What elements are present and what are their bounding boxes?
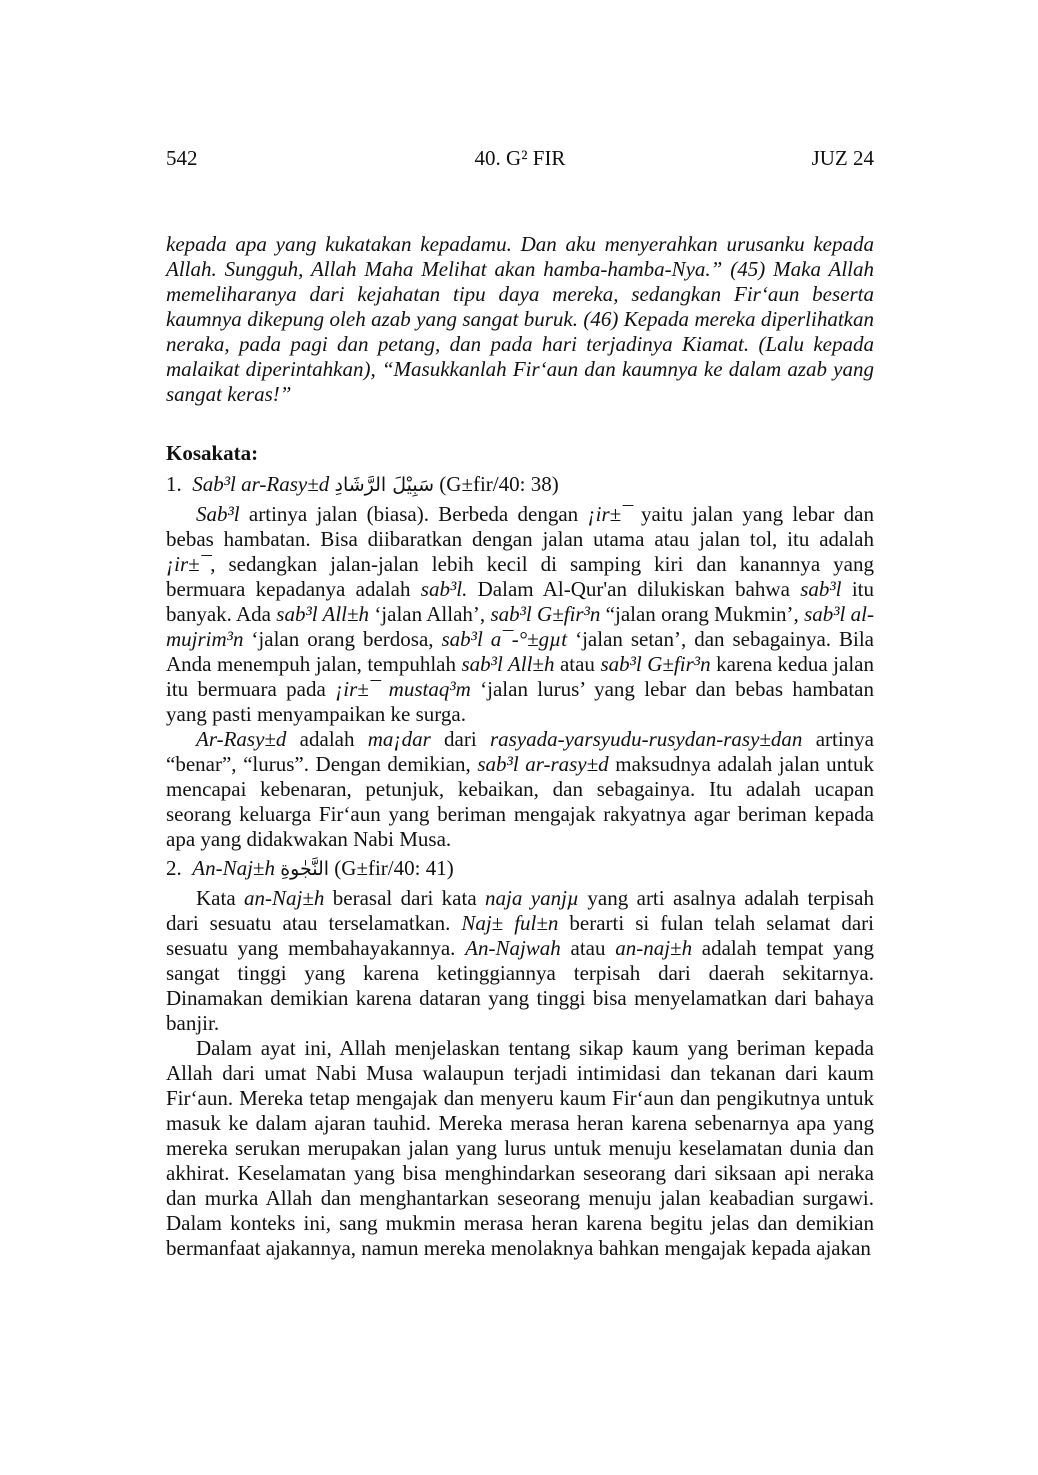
text-span: itu banyak. Ada — [166, 577, 874, 626]
text-span: yaitu jalan yang lebar dan bebas hambatan. Bisa diibaratkan dengan jalan utama atau jalan tol, itu adalah — [166, 502, 874, 551]
text-span: artinya jalan (biasa). Berbeda dengan — [239, 502, 588, 526]
text-span: ‘jalan setan’, dan sebagainya. Bila Anda menempuh jalan, tempuhlah — [166, 627, 874, 676]
text-span: sab³l al-mujrim³n — [166, 602, 874, 651]
text-span: ¡ir±¯ mustaq³m — [335, 677, 471, 701]
entry-2-paragraph-1 — [166, 886, 874, 1036]
verse-translation: kepada apa yang kukatakan kepadamu. Dan aku menyerahkan urusanku kepada Allah. Sungguh, Allah Maha Melihat akan hamba-hamba-Nya.” (45) Maka Allah memeliharanya dari kejahatan tipu daya mereka, sedangkan Fir‘aun beserta kaumnya dikepung oleh azab yang sangat buruk. (46) Kepada mereka diperlihatkan neraka, pada pagi dan petang, dan pada hari terjadinya Kiamat. (Lalu kepada malaikat diperintahkan), “Masukkanlah Fir‘aun dan kaumnya ke dalam azab yang sangat keras!” — [166, 232, 874, 406]
entry-1-paragraph-1 — [166, 502, 874, 727]
text-span: sab³l — [800, 577, 842, 601]
text-span: “jalan orang Mukmin’, — [600, 602, 805, 626]
text-span: artinya “benar”, “lurus”. Dengan demikian, — [166, 727, 875, 776]
entry-term: An-Naj±h — [192, 856, 275, 880]
text-span: Ar-Rasy±d — [196, 727, 287, 751]
section-heading: Kosakata: — [166, 441, 259, 465]
entry-number: 1. — [166, 472, 182, 496]
text-span: ma¡dar — [367, 727, 431, 751]
text-span: rasyada-yarsyudu-rusydan-rasy±dan — [489, 727, 803, 751]
text-span: ‘jalan Allah’, — [369, 602, 491, 626]
running-header — [166, 146, 874, 174]
text-span: ¡ir±¯ — [587, 502, 632, 526]
chapter-title: 40. G² FIR — [474, 146, 566, 170]
text-span: sab³l. — [420, 577, 468, 601]
text-span: Naj± ful±n — [461, 911, 559, 935]
text-span: sab³l G±fir³n — [490, 602, 601, 626]
text-span: sab³l G±fir³n — [600, 652, 711, 676]
text-span: An-Najwah — [465, 936, 561, 960]
text-span: ‘jalan lurus’ yang lebar dan bebas hambatan yang pasti menyampaikan ke surga. — [166, 677, 875, 726]
text-span: ‘jalan orang berdosa, — [243, 627, 442, 651]
text-span: yang arti asalnya adalah terpisah dari sesuatu atau terselamatkan. — [166, 886, 875, 935]
text-span: sab³l All±h — [461, 652, 555, 676]
text-span: Sab³l — [196, 502, 240, 526]
text-span: maksudnya adalah jalan untuk mencapai kebenaran, petunjuk, kebaikan, dan sebagainya. Itu adalah ucapan seorang keluarga Fir‘aun yang beriman mengajak rakyatnya agar beriman kepada apa yang didakwakan Nabi Musa. — [166, 752, 874, 851]
page-number: 542 — [166, 146, 198, 170]
text-span: dari — [430, 727, 490, 751]
entry-arabic: سَبِيْلَ الرَّشَادِ — [334, 474, 435, 496]
text-span: adalah tempat yang sangat tinggi yang karena ketinggiannya terpisah dari daerah sekitarnya. Dinamakan demikian karena dataran yang tinggi bisa menyelamatkan dari bahaya banjir. — [166, 936, 874, 1035]
text-span: sab³l ar-rasy±d — [477, 752, 609, 776]
text-span: sab³l All±h — [276, 602, 370, 626]
entry-1-paragraph-2 — [166, 727, 874, 852]
vocab-entry-2-heading — [166, 856, 874, 882]
text-span: , sedangkan jalan-jalan lebih kecil di samping kiri dan kanannya yang bermuara kepadanya adalah — [166, 552, 874, 601]
entry-reference: (G±fir/40: 41) — [334, 856, 454, 880]
main-text — [166, 232, 874, 1261]
text-span: Kata — [196, 886, 245, 910]
entry-number: 2. — [166, 856, 182, 880]
text-span: an-Naj±h — [244, 886, 325, 910]
entry-reference: (G±fir/40: 38) — [439, 472, 559, 496]
text-span: atau — [560, 936, 616, 960]
text-span: an-naj±h — [615, 936, 693, 960]
text-span: Dalam Al-Qur'an dilukiskan bahwa — [467, 577, 801, 601]
text-span: ¡ir±¯ — [166, 552, 211, 576]
text-span: berarti si fulan telah selamat dari sesuatu yang membahayakannya. — [166, 911, 874, 960]
entry-term: Sab³l ar-Rasy±d — [192, 472, 330, 496]
text-span: naja yanjµ — [485, 886, 580, 910]
text-span: karena kedua jalan itu bermuara pada — [166, 652, 874, 701]
text-span: berasal dari kata — [324, 886, 486, 910]
juz-label: JUZ 24 — [811, 146, 874, 170]
vocab-entry-1-heading — [166, 472, 874, 498]
entry-2-paragraph-2: Dalam ayat ini, Allah menjelaskan tentang sikap kaum yang beriman kepada Allah dari umat Nabi Musa walaupun terjadi intimidasi dan tekanan dari kaum Fir‘aun. Mereka tetap mengajak dan menyeru kaum Fir‘aun dan pengikutnya untuk masuk ke dalam ajaran tauhid. Mereka merasa heran karena sebenarnya apa yang mereka serukan merupakan jalan yang lurus untuk menuju keselamatan dunia dan akhirat. Keselamatan yang bisa menghindarkan seseorang dari siksaan api neraka dan murka Allah dan menghantarkan seseorang menuju jalan keabadian surgawi. Dalam konteks ini, sang mukmin merasa heran karena begitu jelas dan demikian bermanfaat ajakannya, namun mereka menolaknya bahkan mengajak kepada ajakan — [166, 1036, 874, 1260]
text-span: adalah — [286, 727, 368, 751]
text-span: atau — [554, 652, 601, 676]
text-span: sab³l a¯-°±gµt — [441, 627, 568, 651]
entry-arabic: النَّجٰوةِ — [280, 858, 330, 880]
